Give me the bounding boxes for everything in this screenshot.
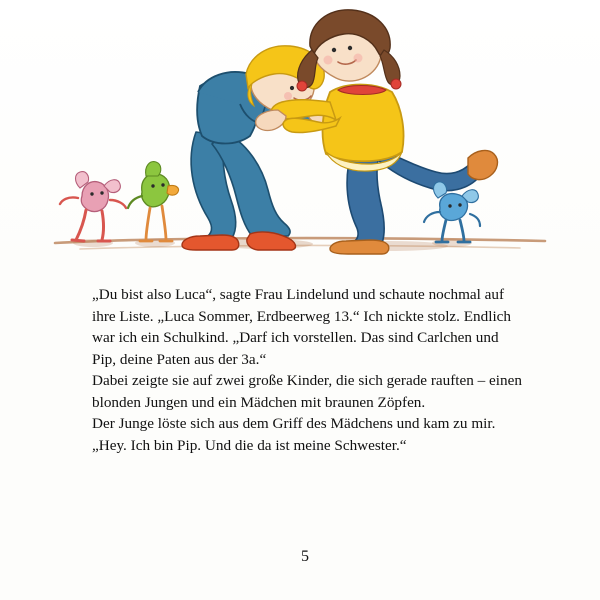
paragraph-2: Dabei zeigte sie auf zwei große Kinder, die sich gerade rauften – einen blonden Jungen und ein Mädchen mit braunen Zöpfen. (92, 372, 522, 411)
illustration (0, 0, 600, 270)
paragraph-4: „Hey. Ich bin Pip. Und die da ist meine Schwester.“ (92, 436, 407, 454)
page-number (0, 548, 600, 566)
story-text (92, 284, 522, 456)
paragraph-1: „Du bist also Luca“, sagte Frau Lindelund und schaute nochmal auf ihre Liste. „Luca Sommer, Erdbeerweg 13.“ Ich nickte stolz. Endlich war ich ein Schulkind. „Darf ich vorstellen. Das sind Carlchen und Pip, deine Paten aus der 3a.“ (92, 286, 512, 368)
illustration-svg (0, 0, 600, 270)
page-number-value: 5 (301, 548, 309, 565)
paragraph-3: Der Junge löste sich aus dem Griff des Mädchens und kam zu mir. (92, 415, 496, 432)
